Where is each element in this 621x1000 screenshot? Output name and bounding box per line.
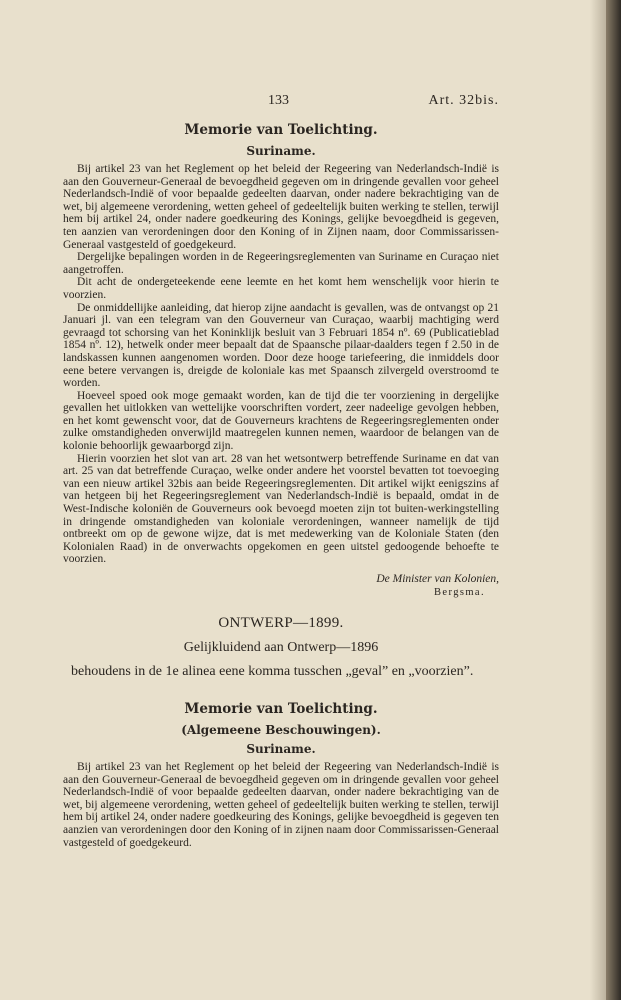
book-spine-edge xyxy=(606,0,621,1000)
ontwerp-line-1: Gelijkluidend aan Ontwerp—1896 xyxy=(183,640,379,655)
section1-paragraph-4: De onmiddellijke aanleiding, dat hierop zijne aandacht is gevallen, was de ontvangst op 21 Januari jl. van een telegram van den Gouverneur van Curaçao, waarbij machtiging werd gevraagd tot schorsing van het Koninklijk besluit van 3 Februari 1854 nº. 69 (Publicatieblad 1854 nº. 12), hetwelk onder meer bepaalt dat de Spaansche pilaar-daalders tegen f 2.50 in de landskassen kunnen aangenomen worden. Door deze hooge tariefeering, die inmiddels door eene betere vervangen is, dreigde de koloniale kas met Spaansch zilvergeld overstroomd te worden. xyxy=(63,301,499,390)
page-number: 133 xyxy=(268,93,289,108)
section1-title: Memorie van Toelichting. xyxy=(184,122,378,138)
section1-paragraph-1: Bij artikel 23 van het Reglement op het beleid der Regeering van Nederlandsch-Indië is aan den Gouverneur-Generaal de bevoegdheid gegeven om in dringende gevallen voor geheel Nederlandsch-Indië of voor bepaalde gedeelten daarvan, onder nadere bekrachtiging van de wet, bij algemeene verordening, wetten geheel of gedeeltelijk buiten werking te stellen, terwijl hem bij artikel 24, onder nadere goedkeuring des Konings, gelijke bevoegdheid is gegeven, ten aanzien van verordeningen door den Koning of in Zijnen naam, door Commissarissen-Generaal vastgesteld of goedgekeurd. xyxy=(63,163,499,251)
ontwerp-heading: ONTWERP—1899. xyxy=(218,615,344,631)
page-content xyxy=(63,93,499,849)
section1-paragraph-2: Dergelijke bepalingen worden in de Regeeringsreglementen van Suriname en Curaçao niet aangetroffen. xyxy=(63,251,499,276)
section2-subtitle-2: Suriname. xyxy=(246,742,316,756)
page-header xyxy=(63,93,499,115)
signer-title: De Minister van Kolonien, xyxy=(376,573,499,585)
page-gutter-shadow xyxy=(590,0,606,1000)
section2-paragraph: Bij artikel 23 van het Reglement op het beleid der Regeering van Nederlandsch-Indië is aan den Gouverneur-Generaal de bevoegdheid gegeven om in dringende gevallen voor geheel Nederlandsch-Indië of voor bepaalde gedeelten daarvan, onder nadere bekrachtiging van de wet, bij algemeene verordening, wetten geheel of gedeeltelijk buiten werking te stellen, terwijl hem bij artikel 24, onder nadere goedkeuring des Konings, gelijke bevoegdheid is gegeven ten aanzien van verordeningen door den Koning of in zijnen naam door Commissarissen-Generaal vastgesteld of goedgekeurd. xyxy=(63,761,499,849)
section1-paragraph-5: Hoeveel spoed ook moge gemaakt worden, kan de tijd die ter voorziening in dergelijke gevallen het uitlokken van wettelijke voorschriften vordert, zeer nadeelige gevolgen hebben, en het komt gewenscht voor, dat de Gouverneurs krachtens de Regeeringsreglementen onder zulke omstandigheden onverwijld maatregelen kunnen nemen, waardoor de belangen van de kolonie behoorlijk gewaarborgd zijn. xyxy=(63,389,499,453)
signer-name: Bergsma. xyxy=(434,587,485,598)
ontwerp-line-2: behoudens in de 1e alinea eene komma tusschen „geval” en „voorzien”. xyxy=(71,664,474,679)
section1-paragraph-3: Dit acht de ondergeteekende eene leemte en het komt hem wenschelijk voor hierin te voorzien. xyxy=(63,276,499,301)
article-reference: Art. 32bis. xyxy=(428,93,499,108)
section2-subtitle-1: (Algemeene Beschouwingen). xyxy=(181,723,381,737)
section1-paragraph-6: Hierin voorzien het slot van art. 28 van het wetsontwerp betreffende Suriname en dat van art. 25 van dat betreffende Curaçao, welke onder andere het voorstel bevatten tot toevoeging van een nieuw artikel 32bis aan beide Regeeringsreglementen. Dit artikel wijkt eenigszins af van hetgeen bij het Regeeringsreglement van Nederlandsch-Indië is bepaald, omdat in de West-Indische koloniën de Gouverneurs ook bevoegd moeten zijn tot buiten-werkingstelling in dringende omstandigheden van koloniale verordeningen, wanneer namelijk de tijd ontbreekt om op de gewone wijze, dat is met medewerking van de Koloniale Staten (den Kolonialen Raad) in de onverwachts opgekomen en geen uitstel gedoogende behoefte te voorzien. xyxy=(63,452,499,566)
section2-title: Memorie van Toelichting. xyxy=(184,701,378,717)
section1-subtitle: Suriname. xyxy=(246,144,316,158)
